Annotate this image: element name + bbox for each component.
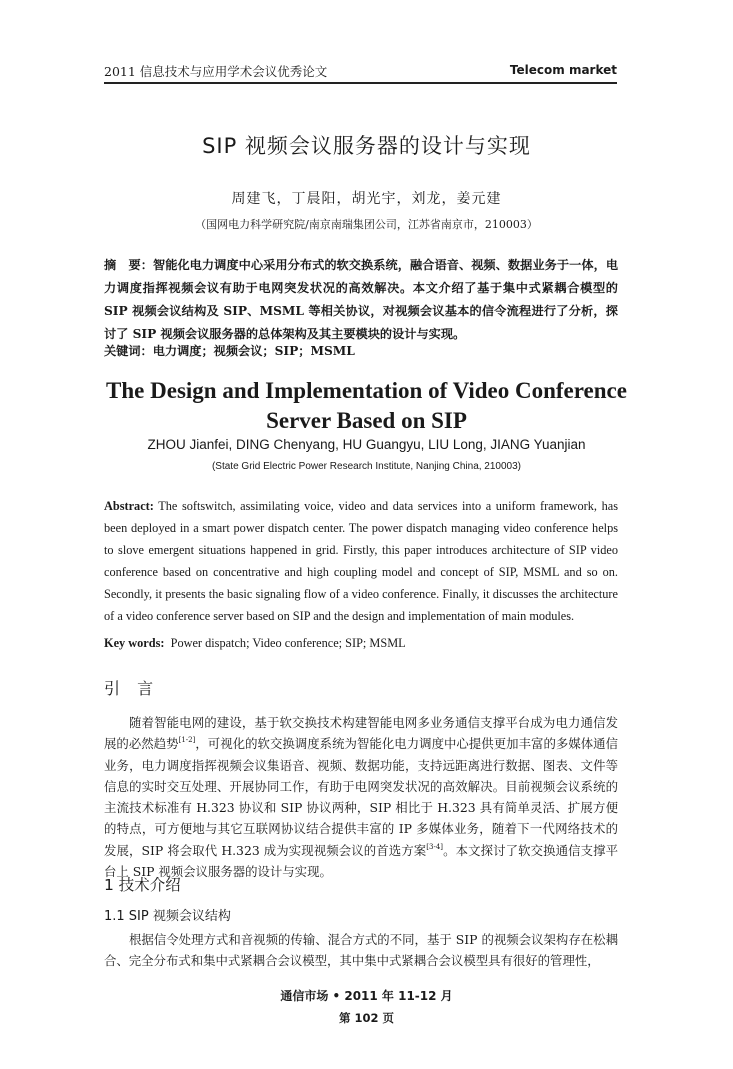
affiliation-english: (State Grid Electric Power Research Institute, Nanjing China, 210003) — [211, 461, 522, 472]
keywords-chinese-label: 关键词： — [104, 344, 153, 358]
affiliation-chinese: （国网电力科学研究院/南京南瑞集团公司，江苏省南京市，210003） — [195, 218, 538, 231]
section-1-1-paragraph: 根据信令处理方式和音视频的传输、混合方式的不同，基于 SIP 的视频会议架构存在松耦合、完全分布式和集中式紧耦合会议模型，其中集中式紧耦合会议模型具有很好的管理性， — [104, 932, 618, 969]
title-chinese: SIP 视频会议服务器的设计与实现 — [202, 134, 531, 158]
abstract-english-text: The softswitch, assimilating voice, video and data services into a uniform framework, has been deployed in a smart power dispatch center. The power dispatch managing video conference helps to slove emergent situations happened in grid. Firstly, this paper introduces architecture of SIP video conference based on concentrative and high coupling model and concept of SIP, MSML and so on. Secondly, it presents the basic signaling flow of a video conference. Finally, it discusses the architecture of a video conference server based on SIP and the design and implementation of main modules. — [104, 499, 618, 623]
intro-text-part1: 随着智能电网的建设，基于软交换技术构建智能电网多业务通信支撑平台成为电力通信发展的必然趋势 — [104, 715, 618, 752]
footer-journal-issue: 通信市场 • 2011 年 11-12 月 — [280, 989, 453, 1003]
abstract-english — [104, 495, 618, 627]
title-english — [0, 376, 733, 436]
section-heading-1-1: 1.1 SIP 视频会议结构 — [104, 909, 231, 924]
running-header — [104, 60, 617, 84]
intro-text-part3: 。本文探讨了软交换通信支撑平台上 SIP 视频会议服务器的设计与实现。 — [104, 842, 618, 880]
header-journal: Telecom market — [509, 63, 617, 77]
keywords-chinese-text: 电力调度；视频会议；SIP；MSML — [152, 344, 355, 358]
citation-ref-3-4: [3-4] — [426, 842, 443, 851]
abstract-english-label: Abstract: — [104, 499, 154, 513]
abstract-chinese — [104, 254, 618, 346]
abstract-chinese-text: 智能化电力调度中心采用分布式的软交换系统，融合语音、视频、数据业务于一体，电力调度指挥视频会议有助于电网突发状况的高效解决。本文介绍了基于集中式紧耦合模型的 SIP 视频会议结构及 SIP、MSML 等相关协议，对视频会议基本的信令流程进行了分析，探讨了 SIP 视频会议服务器的总体架构及其主要模块的设计与实现。 — [104, 258, 619, 341]
section-heading-introduction: 引 言 — [104, 679, 160, 698]
abstract-chinese-label: 摘 要： — [104, 258, 153, 272]
introduction-paragraph — [104, 712, 618, 882]
title-english-line2: Server Based on SIP — [266, 408, 467, 433]
keywords-english — [104, 636, 618, 651]
authors-english: ZHOU Jianfei, DING Chenyang, HU Guangyu, LIU Long, JIANG Yuanjian — [147, 437, 586, 452]
intro-text-part2: ，可视化的软交换调度系统为智能化电力调度中心提供更加丰富的多媒体通信业务，电力调度指挥视频会议集语音、视频、数据功能，支持远距离进行数据、图表、文件等信息的实时交互处理、开展协同工作，有助于电网突发状况的高效解决。目前视频会议系统的主流技术标准有 H.323 协议和 SIP 协议两种，SIP 相比于 H.323 具有简单灵活、扩展方便的特点，可方便地与其它互联网协议结合提供丰富的 IP 多媒体业务，随着下一代网络技术的发展，SIP 将会取代 H.323 成为实现视频会议的首选方案 — [104, 736, 619, 858]
authors-chinese: 周建飞，丁晨阳，胡光宇，刘龙，姜元建 — [231, 191, 502, 207]
keywords-english-text: Power dispatch; Video conference; SIP; MSML — [170, 636, 406, 650]
section-heading-1: 1 技术介绍 — [104, 876, 181, 894]
header-conference: 2011 信息技术与应用学术会议优秀论文 — [104, 64, 328, 79]
keywords-chinese — [104, 342, 618, 359]
citation-ref-1-2: [1-2] — [178, 736, 196, 745]
title-english-line1: The Design and Implementation of Video Conference — [106, 378, 627, 403]
keywords-english-label: Key words: — [104, 636, 165, 650]
footer-page-number: 第 102 页 — [338, 1011, 394, 1025]
